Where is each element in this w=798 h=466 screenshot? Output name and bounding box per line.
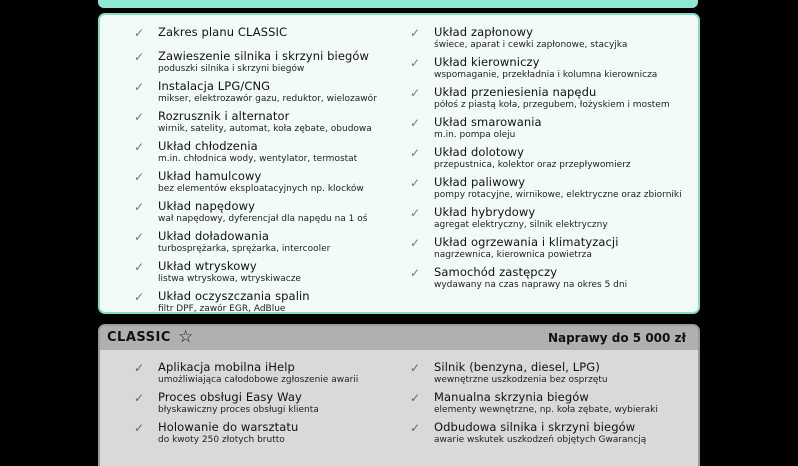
feature-item bbox=[410, 115, 695, 145]
feature-subtitle: wspomaganie, przekładnia i kolumna kierownicza bbox=[434, 70, 658, 80]
feature-item bbox=[410, 360, 695, 390]
feature-title: Układ oczyszczania spalin bbox=[158, 289, 310, 303]
feature-title: Zawieszenie silnika i skrzyni biegów bbox=[158, 49, 370, 63]
feature-title: Układ wtryskowy bbox=[158, 259, 257, 273]
plan-price: Naprawy do 5 000 zł bbox=[547, 331, 686, 345]
feature-title: Układ paliwowy bbox=[434, 175, 526, 189]
feature-item bbox=[134, 229, 404, 259]
feature-item bbox=[410, 55, 695, 85]
feature-item bbox=[410, 265, 695, 295]
feature-title: Układ kierowniczy bbox=[434, 55, 540, 69]
check-icon: ✓ bbox=[134, 140, 145, 154]
feature-title: Układ zapłonowy bbox=[434, 25, 534, 39]
feature-title: Samochód zastępczy bbox=[434, 265, 558, 279]
check-icon: ✓ bbox=[134, 200, 145, 214]
check-icon: ✓ bbox=[410, 361, 421, 375]
feature-title: Układ hamulcowy bbox=[158, 169, 262, 183]
feature-item bbox=[134, 390, 404, 420]
plan-name: CLASSIC bbox=[107, 330, 171, 345]
feature-subtitle: półoś z piastą koła, przegubem, łożyskiem i mostem bbox=[434, 100, 670, 110]
check-icon: ✓ bbox=[410, 146, 421, 160]
feature-title: Silnik (benzyna, diesel, LPG) bbox=[434, 360, 600, 374]
check-icon: ✓ bbox=[134, 170, 145, 184]
check-icon: ✓ bbox=[134, 391, 145, 405]
feature-item bbox=[134, 25, 404, 49]
feature-item bbox=[134, 79, 404, 109]
check-icon: ✓ bbox=[410, 266, 421, 280]
check-icon: ✓ bbox=[134, 26, 145, 40]
feature-item bbox=[134, 289, 404, 319]
feature-title: Zakres planu CLASSIC bbox=[158, 25, 288, 39]
star-outline-icon: ☆ bbox=[178, 327, 194, 347]
feature-item bbox=[134, 259, 404, 289]
feature-item bbox=[134, 420, 404, 450]
classic-plan-header bbox=[100, 326, 698, 350]
check-icon: ✓ bbox=[134, 421, 145, 435]
feature-subtitle: do kwoty 250 złotych brutto bbox=[158, 435, 285, 445]
coverage-column-right bbox=[410, 25, 695, 295]
feature-subtitle: pompy rotacyjne, wirnikowe, elektryczne oraz zbiorniki bbox=[434, 190, 682, 200]
check-icon: ✓ bbox=[134, 80, 145, 94]
feature-subtitle: m.in. pompa oleju bbox=[434, 130, 516, 140]
feature-title: Instalacja LPG/CNG bbox=[158, 79, 271, 93]
feature-subtitle: elementy wewnętrzne, np. koła zębate, wybieraki bbox=[434, 405, 658, 415]
check-icon: ✓ bbox=[134, 50, 145, 64]
check-icon: ✓ bbox=[134, 290, 145, 304]
feature-subtitle: poduszki silnika i skrzyni biegów bbox=[158, 64, 305, 74]
classic-column-right bbox=[410, 360, 695, 450]
feature-item bbox=[410, 25, 695, 55]
feature-item bbox=[410, 235, 695, 265]
classic-column-left bbox=[134, 360, 404, 450]
feature-item bbox=[410, 145, 695, 175]
feature-subtitle: listwa wtryskowa, wtryskiwacze bbox=[158, 274, 301, 284]
check-icon: ✓ bbox=[410, 56, 421, 70]
feature-title: Układ przeniesienia napędu bbox=[434, 85, 597, 99]
check-icon: ✓ bbox=[410, 116, 421, 130]
feature-subtitle: umożliwiająca całodobowe zgłoszenie awarii bbox=[158, 375, 359, 385]
feature-title: Układ doładowania bbox=[158, 229, 270, 243]
feature-item bbox=[410, 420, 695, 450]
check-icon: ✓ bbox=[410, 391, 421, 405]
feature-item bbox=[134, 199, 404, 229]
feature-subtitle: wirnik, satelity, automat, koła zębate, obudowa bbox=[158, 124, 372, 134]
check-icon: ✓ bbox=[134, 361, 145, 375]
feature-subtitle: agregat elektryczny, silnik elektryczny bbox=[434, 220, 608, 230]
check-icon: ✓ bbox=[134, 110, 145, 124]
check-icon: ✓ bbox=[134, 230, 145, 244]
feature-item bbox=[134, 360, 404, 390]
feature-title: Manualna skrzynia biegów bbox=[434, 390, 589, 404]
classic-plan-panel bbox=[98, 324, 700, 466]
check-icon: ✓ bbox=[410, 421, 421, 435]
top-accent-strip bbox=[98, 0, 698, 8]
feature-item bbox=[410, 390, 695, 420]
check-icon: ✓ bbox=[410, 206, 421, 220]
feature-title: Proces obsługi Easy Way bbox=[158, 390, 302, 404]
feature-subtitle: awarie wskutek uszkodzeń objętych Gwarancją bbox=[434, 435, 647, 445]
feature-item bbox=[134, 49, 404, 79]
check-icon: ✓ bbox=[134, 260, 145, 274]
feature-title: Układ napędowy bbox=[158, 199, 256, 213]
feature-subtitle: wał napędowy, dyferencjał dla napędu na 1 oś bbox=[158, 214, 368, 224]
coverage-panel bbox=[98, 13, 700, 314]
feature-subtitle: błyskawiczny proces obsługi klienta bbox=[158, 405, 319, 415]
feature-item bbox=[410, 85, 695, 115]
feature-item bbox=[134, 139, 404, 169]
check-icon: ✓ bbox=[410, 176, 421, 190]
feature-subtitle: wydawany na czas naprawy na okres 5 dni bbox=[434, 280, 628, 290]
check-icon: ✓ bbox=[410, 236, 421, 250]
feature-title: Rozrusznik i alternator bbox=[158, 109, 290, 123]
feature-item bbox=[134, 109, 404, 139]
feature-subtitle: świece, aparat i cewki zapłonowe, stacyjka bbox=[434, 40, 628, 50]
feature-item bbox=[410, 175, 695, 205]
check-icon: ✓ bbox=[410, 86, 421, 100]
feature-subtitle: przepustnica, kolektor oraz przepływomierz bbox=[434, 160, 631, 170]
feature-title: Układ chłodzenia bbox=[158, 139, 258, 153]
feature-subtitle: nagrzewnica, kierownica powietrza bbox=[434, 250, 592, 260]
feature-subtitle: turbosprężarka, sprężarka, intercooler bbox=[158, 244, 331, 254]
feature-subtitle: filtr DPF, zawór EGR, AdBlue bbox=[158, 304, 286, 314]
feature-title: Odbudowa silnika i skrzyni biegów bbox=[434, 420, 636, 434]
check-icon: ✓ bbox=[410, 26, 421, 40]
feature-title: Układ ogrzewania i klimatyzacji bbox=[434, 235, 619, 249]
feature-item bbox=[134, 169, 404, 199]
feature-subtitle: mikser, elektrozawór gazu, reduktor, wielozawór bbox=[158, 94, 377, 104]
feature-title: Układ dolotowy bbox=[434, 145, 525, 159]
feature-title: Układ hybrydowy bbox=[434, 205, 536, 219]
feature-subtitle: m.in. chłodnica wody, wentylator, termostat bbox=[158, 154, 358, 164]
feature-subtitle: bez elementów eksploatacyjnych np. klocków bbox=[158, 184, 364, 194]
feature-item bbox=[410, 205, 695, 235]
feature-title: Aplikacja mobilna iHelp bbox=[158, 360, 295, 374]
feature-subtitle: wewnętrzne uszkodzenia bez osprzętu bbox=[434, 375, 608, 385]
feature-title: Układ smarowania bbox=[434, 115, 542, 129]
coverage-column-left bbox=[134, 25, 404, 319]
feature-title: Holowanie do warsztatu bbox=[158, 420, 299, 434]
